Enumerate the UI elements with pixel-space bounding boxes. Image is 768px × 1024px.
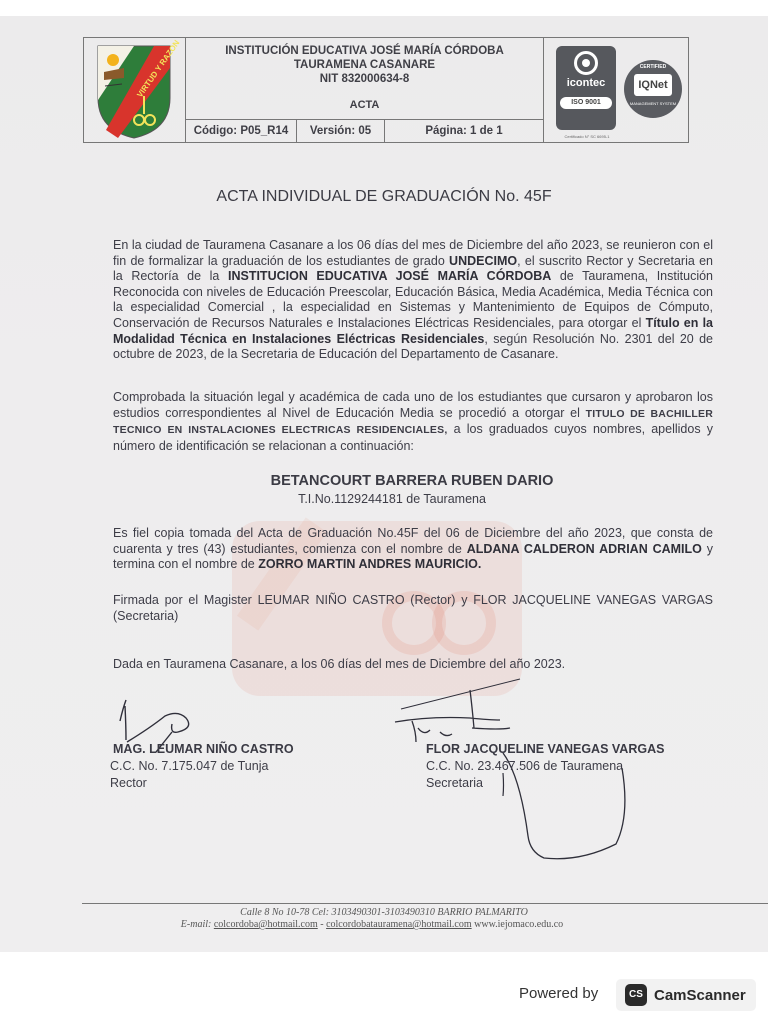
rector-id: C.C. No. 7.175.047 de Tunja <box>110 759 269 773</box>
rector-role: Rector <box>110 776 147 790</box>
paragraph-signed-by: Firmada por el Magister LEUMAR NIÑO CASTRO (Rector) y FLOR JACQUELINE VANEGAS VARGAS (Secretaria) <box>113 593 713 623</box>
footer-website[interactable]: www.iejomaco.edu.co <box>474 919 564 930</box>
paragraph-legal-verification: Comprobada la situación legal y académica de cada uno de los estudiantes que cursaron y aprobaron los estudios correspondientes al Nivel de Educación Media se procedió a otorgar el TITULO DE BACHILLER TECNICO EN INSTALACIONES ELECTRICAS RESIDENCIALES, a los graduados cuyos nombres, apellidos y número de identificación se relacionan a continuación: <box>113 390 713 453</box>
document-type: ACTA <box>349 99 380 111</box>
institution-location: TAURAMENA CASANARE <box>293 59 436 71</box>
secretary-signature-name: FLOR JACQUELINE VANEGAS VARGAS <box>426 742 665 756</box>
logo-motto: VIRTUD Y RAZON <box>135 38 182 100</box>
footer-email-label: E-mail: <box>180 919 212 930</box>
institution-name: INSTITUCIÓN EDUCATIVA JOSÉ MARÍA CÓRDOBA <box>225 45 504 57</box>
paragraph-graduation-act: En la ciudad de Tauramena Casanare a los 06 días del mes de Diciembre del año 2023, se reunieron con el fin de formalizar la graduación de los estudiantes de grado UNDECIMO, el suscrito Rector y Secretaria en la Rectoría de la INSTITUCION EDUCATIVA JOSÉ MARÍA CÓRDOBA de Tauramena, Institución Reconocida con niveles de Educación Preescolar, Educación Básica, Media Académica, Media Técnica con la especialidad Comercial , la especialidad en Sistemas y Mantenimiento de Equipos de Cómputo, Conservación de Recursos Naturales e Instalaciones Eléctricas Residenciales, para otorgar el Título en la Modalidad Técnica en Instalaciones Eléctricas Residenciales, según Resolución No. 2301 del 20 de octubre de 2023, de la Secretaria de Educación del Departamento de Casanare. <box>113 238 713 362</box>
document-page <box>0 16 768 952</box>
graduate-id: T.I.No.1129244181 de Tauramena <box>298 492 486 506</box>
secretary-role: Secretaria <box>426 776 483 790</box>
footer-email-1[interactable]: colcordoba@hotmail.com <box>213 919 318 930</box>
document-page-number: Página: 1 de 1 <box>425 125 503 137</box>
document-title: ACTA INDIVIDUAL DE GRADUACIÓN No. 45F <box>216 188 552 205</box>
footer-address: Calle 8 No 10-78 Cel: 3103490301-3103490310 BARRIO PALMARITO <box>240 907 528 918</box>
camscanner-badge <box>616 979 756 1011</box>
powered-by-label: Powered by <box>519 985 599 1002</box>
rector-signature-name: MAG. LEUMAR NIÑO CASTRO <box>113 742 294 756</box>
paragraph-true-copy: Es fiel copia tomada del Acta de Graduación No.45F del 06 de Diciembre del año 2023, que consta de cuarenta y tres (43) estudiantes, comienza con el nombre de ALDANA CALDERON ADRIAN CAMILO y termina con el nombre de ZORRO MARTIN ANDRES MAURICIO. <box>113 526 714 572</box>
paragraph-issued-in: Dada en Tauramena Casanare, a los 06 días del mes de Diciembre del año 2023. <box>113 657 566 671</box>
footer-divider <box>82 903 768 904</box>
handwritten-signatures <box>0 16 768 952</box>
icontec-badge: icontec ISO 9001 Certificado N° SC 6695-1 <box>556 46 616 130</box>
iqnet-badge: CERTIFIED IQNet MANAGEMENT SYSTEM <box>624 60 682 118</box>
footer-email-2[interactable]: colcordobatauramena@hotmail.com <box>326 919 472 930</box>
institution-nit: NIT 832000634-8 <box>319 73 410 85</box>
camscanner-name: CamScanner <box>654 986 746 1004</box>
graduate-name: BETANCOURT BARRERA RUBEN DARIO <box>270 473 554 489</box>
secretary-id: C.C. No. 23.467.506 de Tauramena <box>426 759 624 773</box>
document-version: Versión: 05 <box>297 120 385 142</box>
document-footer: Calle 8 No 10-78 Cel: 3103490301-3103490310 BARRIO PALMARITO E-mail: colcordoba@hotmail.com - colcordobatauramena@hotmail.com www.iejomaco.edu.co <box>0 907 768 931</box>
document-code: Código: P05_R14 <box>186 120 297 142</box>
camscanner-icon: CS <box>625 984 647 1006</box>
